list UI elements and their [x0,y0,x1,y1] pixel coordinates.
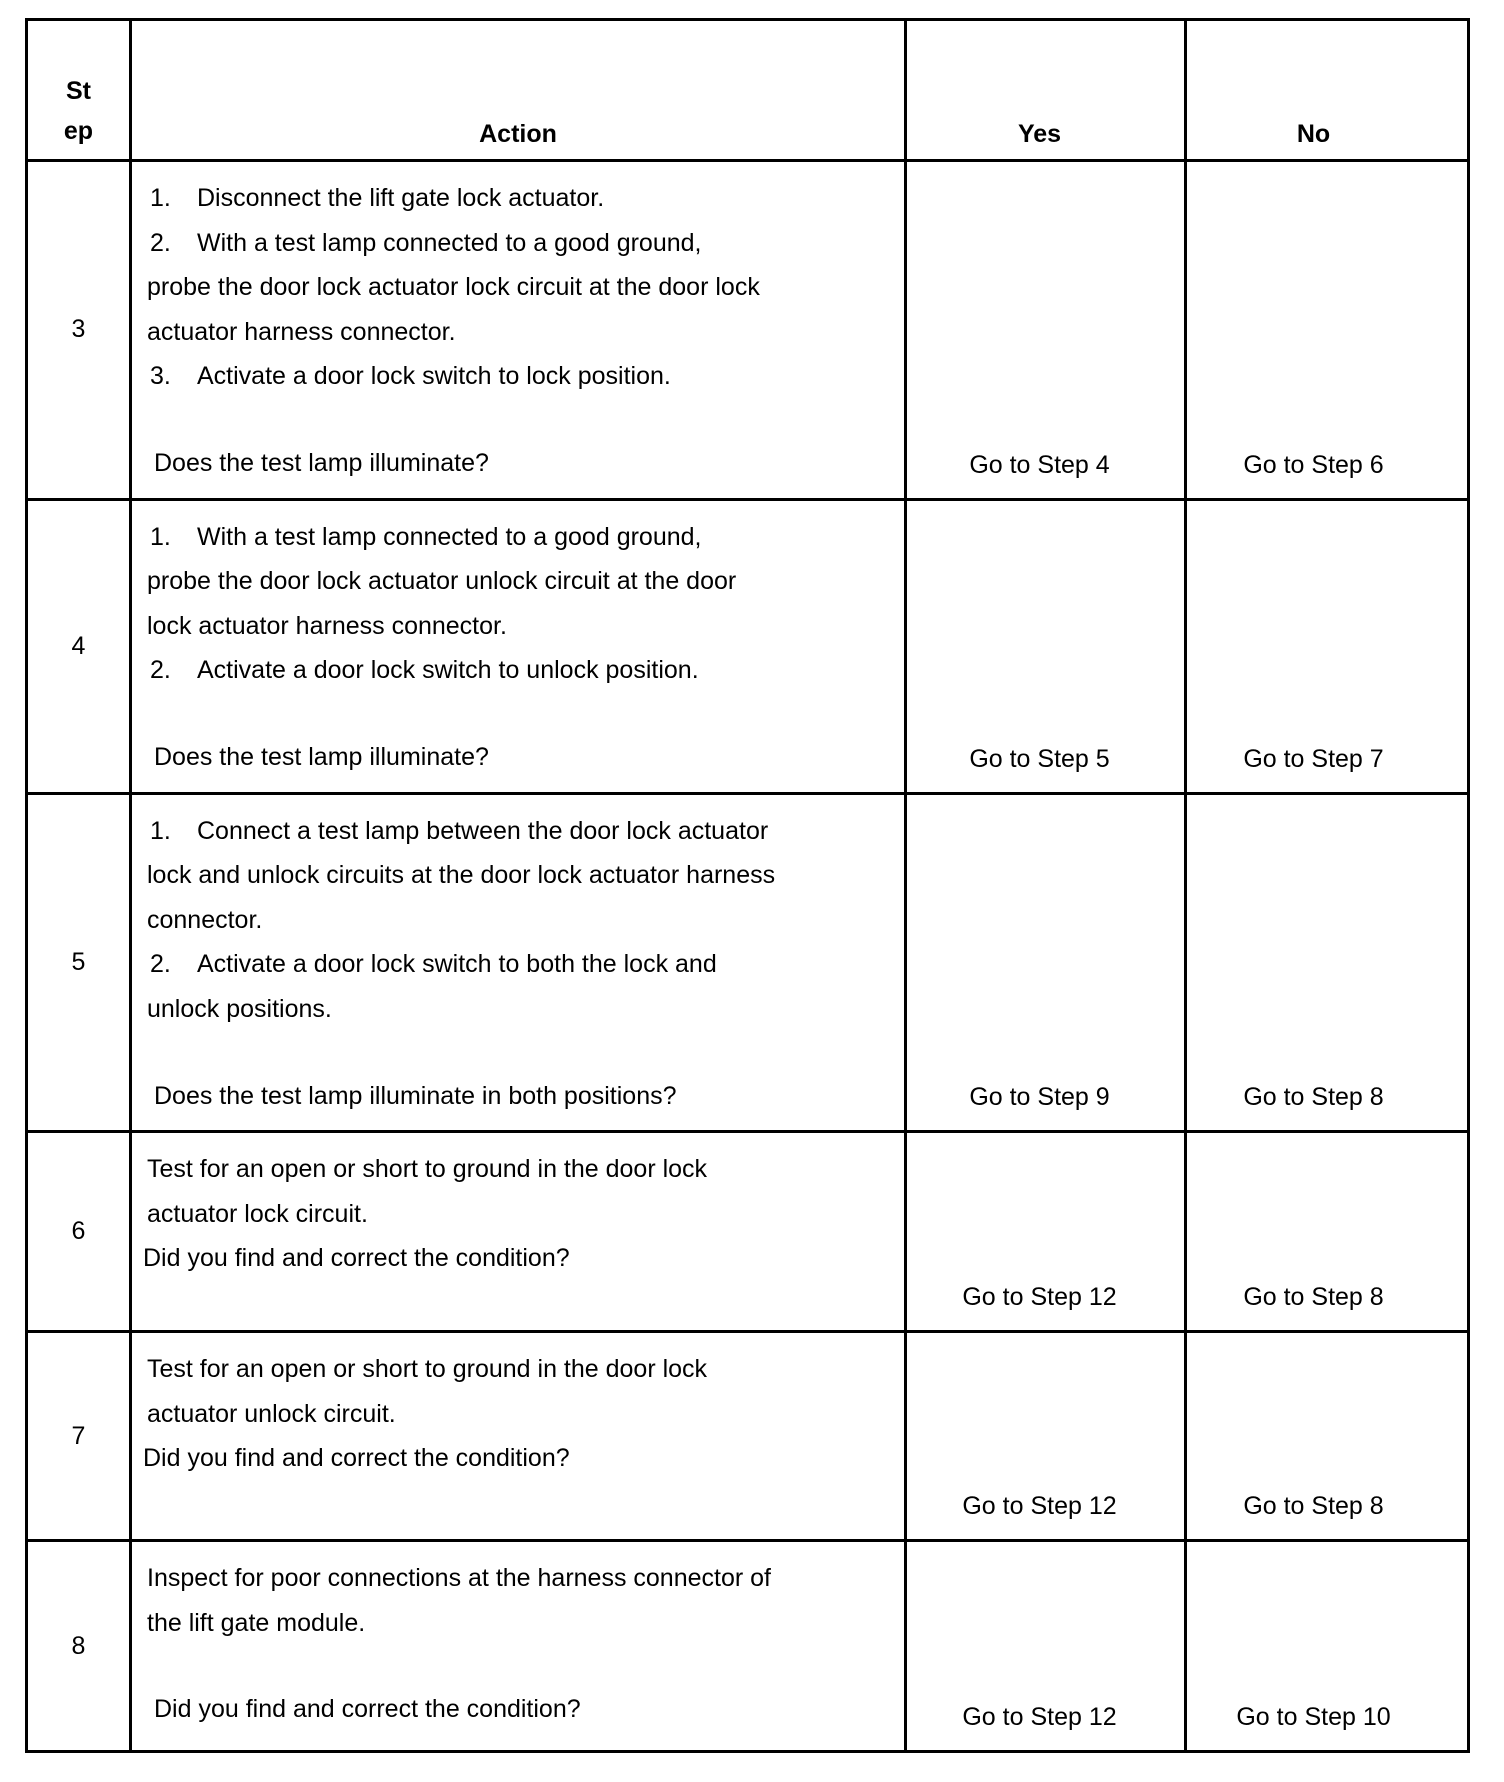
action-question: Did you find and correct the condition? [143,1244,570,1273]
no-result: Go to Step 6 [1186,161,1469,500]
table-row [27,1332,1469,1541]
action-line [147,221,894,266]
action-text: the lift gate module. [147,1608,366,1637]
action-cell [131,161,906,500]
action-line [147,176,894,221]
action-text: Connect a test lamp between the door lock actuator [197,816,769,845]
step-number: 7 [27,1332,131,1541]
action-line [147,648,894,693]
step-number: 4 [27,499,131,793]
action-text: With a test lamp connected to a good ground, [197,228,702,257]
action-question: Did you find and correct the condition? [143,1444,570,1473]
table-row [27,499,1469,793]
action-line [147,942,894,987]
action-text: Activate a door lock switch to both the lock and [197,950,717,979]
action-cell [131,793,906,1132]
step-number: 6 [27,1132,131,1332]
action-text: Test for an open or short to ground in the door lock [147,1155,708,1184]
table-row [27,161,1469,500]
header-yes: Yes [906,20,1186,161]
item-number: 2. [150,656,171,685]
action-question: Did you find and correct the condition? [154,1695,581,1724]
action-line [147,809,894,854]
action-text: With a test lamp connected to a good ground, [197,522,702,551]
action-cell [131,1332,906,1541]
header-step-line1: St [66,77,91,105]
yes-result: Go to Step 4 [906,161,1186,500]
action-line [147,515,894,560]
table-row [27,1132,1469,1332]
action-question: Does the test lamp illuminate in both positions? [154,1081,677,1110]
header-row [27,20,1469,161]
item-number: 1. [150,522,171,551]
action-text: lock and unlock circuits at the door lock actuator harness [147,861,776,890]
no-result: Go to Step 8 [1186,1332,1469,1541]
action-text: Activate a door lock switch to lock position. [197,362,671,391]
step-number: 3 [27,161,131,500]
item-number: 1. [150,816,171,845]
header-step [27,20,131,161]
item-number: 2. [150,228,171,257]
action-text: probe the door lock actuator unlock circuit at the door [147,567,737,596]
no-result: Go to Step 8 [1186,793,1469,1132]
action-text: Disconnect the lift gate lock actuator. [197,184,605,212]
action-line [147,354,894,399]
action-text: Inspect for poor connections at the harness connector of [147,1564,771,1593]
item-number: 3. [150,362,171,391]
action-question: Does the test lamp illuminate? [154,448,489,477]
action-text: Test for an open or short to ground in the door lock [147,1355,708,1384]
table-row [27,793,1469,1132]
item-number: 1. [150,184,171,212]
step-number: 5 [27,793,131,1132]
yes-result: Go to Step 9 [906,793,1186,1132]
diagnostic-table [25,18,1470,1753]
header-action: Action [131,20,906,161]
yes-result: Go to Step 12 [906,1332,1186,1541]
action-text: probe the door lock actuator lock circuit at the door lock [147,273,760,302]
header-no: No [1186,20,1469,161]
step-number: 8 [27,1541,131,1752]
item-number: 2. [150,950,171,979]
no-result: Go to Step 8 [1186,1132,1469,1332]
header-step-line2: ep [63,117,94,145]
action-cell [131,499,906,793]
action-text: Activate a door lock switch to unlock position. [197,656,699,685]
table-row [27,1541,1469,1752]
action-cell [131,1541,906,1752]
yes-result: Go to Step 5 [906,499,1186,793]
action-text: lock actuator harness connector. [147,611,507,640]
action-text: connector. [147,905,263,934]
action-text: actuator unlock circuit. [147,1399,396,1428]
action-question: Does the test lamp illuminate? [154,742,489,771]
action-text: unlock positions. [147,994,332,1023]
yes-result: Go to Step 12 [906,1541,1186,1752]
no-result: Go to Step 7 [1186,499,1469,793]
action-text: actuator harness connector. [147,317,456,346]
action-cell [131,1132,906,1332]
no-result: Go to Step 10 [1186,1541,1469,1752]
action-text: actuator lock circuit. [147,1199,368,1228]
yes-result: Go to Step 12 [906,1132,1186,1332]
